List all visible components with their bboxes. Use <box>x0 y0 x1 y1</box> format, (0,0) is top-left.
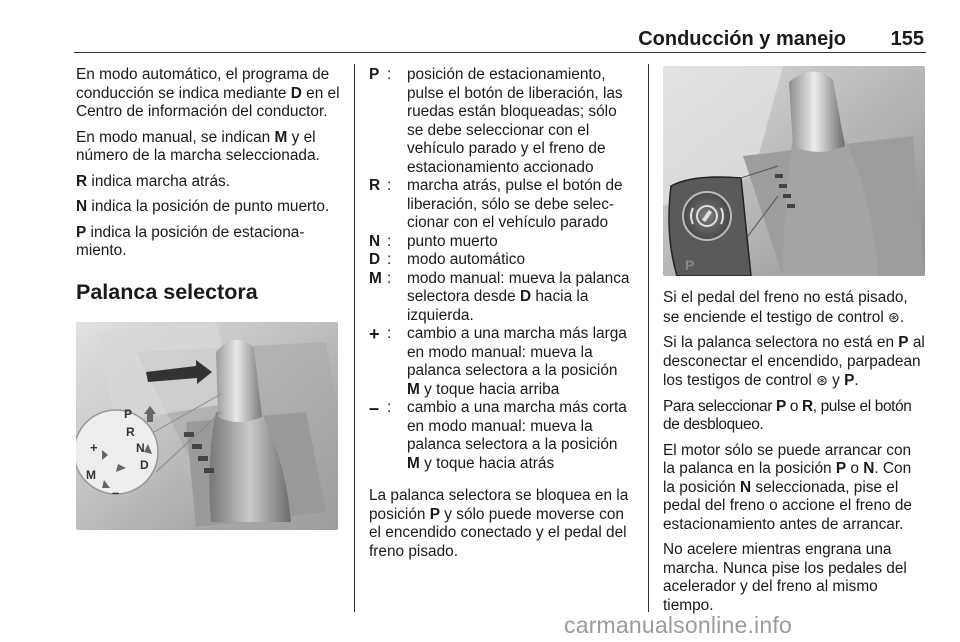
selector-lever-figure <box>76 322 338 530</box>
paragraph: Si el pedal del freno no está pisado, se enciende el testigo de control ⊛. <box>663 289 908 326</box>
list-item: P : posición de estacionamiento, pulse el botón de liberación, las ruedas están bloqueadas; sólo se debe seleccionar con el vehículo parado y el freno de estacionamiento accionado <box>369 66 623 176</box>
paragraph: P indica la posición de estacionamiento. <box>76 223 305 259</box>
page-number: 155 <box>890 28 924 50</box>
list-item: D : modo automático <box>369 251 526 268</box>
gear-definition-list <box>369 66 633 473</box>
brake-warning-icon: ⊛ <box>888 308 900 325</box>
list-item: M : modo manual: mueva la palanca selectora desde D hacia la izquierda. <box>369 269 630 324</box>
paragraph: En modo automático, el programa de conducción se indica mediante D en el Centro de información del conductor. <box>76 66 340 120</box>
page-header <box>74 28 926 56</box>
gate-label-n: N <box>136 441 145 455</box>
gate-label-m: M <box>86 468 96 482</box>
paragraph: En modo manual, se indican M y el número de la marcha seleccionada. <box>76 128 320 164</box>
release-button-illustration <box>663 66 925 276</box>
selector-lever-illustration <box>76 322 338 530</box>
paragraph: N indica la posición de punto muerto. <box>76 198 330 215</box>
header-rule <box>74 52 926 53</box>
paragraph: La palanca selectora se bloquea en la posición P y sólo puede moverse con el encendido conectado y el pedal del freno pisado. <box>369 487 629 560</box>
paragraph: El motor sólo se puede arrancar con la palanca en la posición P o N. Con la posición N seleccionada, pise el pedal del freno o accione el freno de estacionamiento antes de arrancar. <box>663 441 912 533</box>
plus-icon: + <box>369 324 380 344</box>
gate-label-p: P <box>124 407 133 421</box>
column-3 <box>663 289 927 622</box>
paragraph: R indica marcha atrás. <box>76 172 230 190</box>
list-item: – : cambio a una marcha más corta en modo manual: mueva la palanca selectora a la posición M y toque hacia atrás <box>369 398 627 472</box>
section-title: Conducción y manejo <box>638 28 846 50</box>
column-divider-1 <box>354 64 355 612</box>
paragraph: Si la palanca selectora no está en P al desconectar el encendido, parpadean los testigos de control ⊛ y P. <box>663 334 925 389</box>
gate-label-plus: + <box>90 440 98 455</box>
gate-label-d: D <box>140 458 149 472</box>
inset-label-p: P <box>685 257 695 273</box>
list-item: N : punto muerto <box>369 232 498 250</box>
brake-warning-icon: ⊛ <box>816 372 828 388</box>
minus-icon: – <box>369 398 380 418</box>
watermark: carmanualsonline.info <box>564 612 792 638</box>
column-1 <box>76 66 340 315</box>
list-item: + : cambio a una marcha más larga en modo manual: mueva la palanca selectora a la posición M y toque hacia arriba <box>369 324 627 398</box>
release-button-figure <box>663 66 925 276</box>
paragraph: No acelere mientras engrana una marcha. Nunca pise los pedales del acelerador y del freno al mismo tiempo. <box>663 541 907 614</box>
gate-label-minus: – <box>112 485 120 500</box>
paragraph: Para seleccionar P o R, pulse el botón de desbloqueo. <box>663 397 912 433</box>
list-item: R : marcha atrás, pulse el botón de liberación, sólo se debe seleccionar con el vehículo parado <box>369 177 623 231</box>
column-2 <box>369 66 633 568</box>
section-heading: Palanca selectora <box>76 279 258 304</box>
column-divider-2 <box>648 64 649 612</box>
gate-label-r: R <box>126 425 135 439</box>
